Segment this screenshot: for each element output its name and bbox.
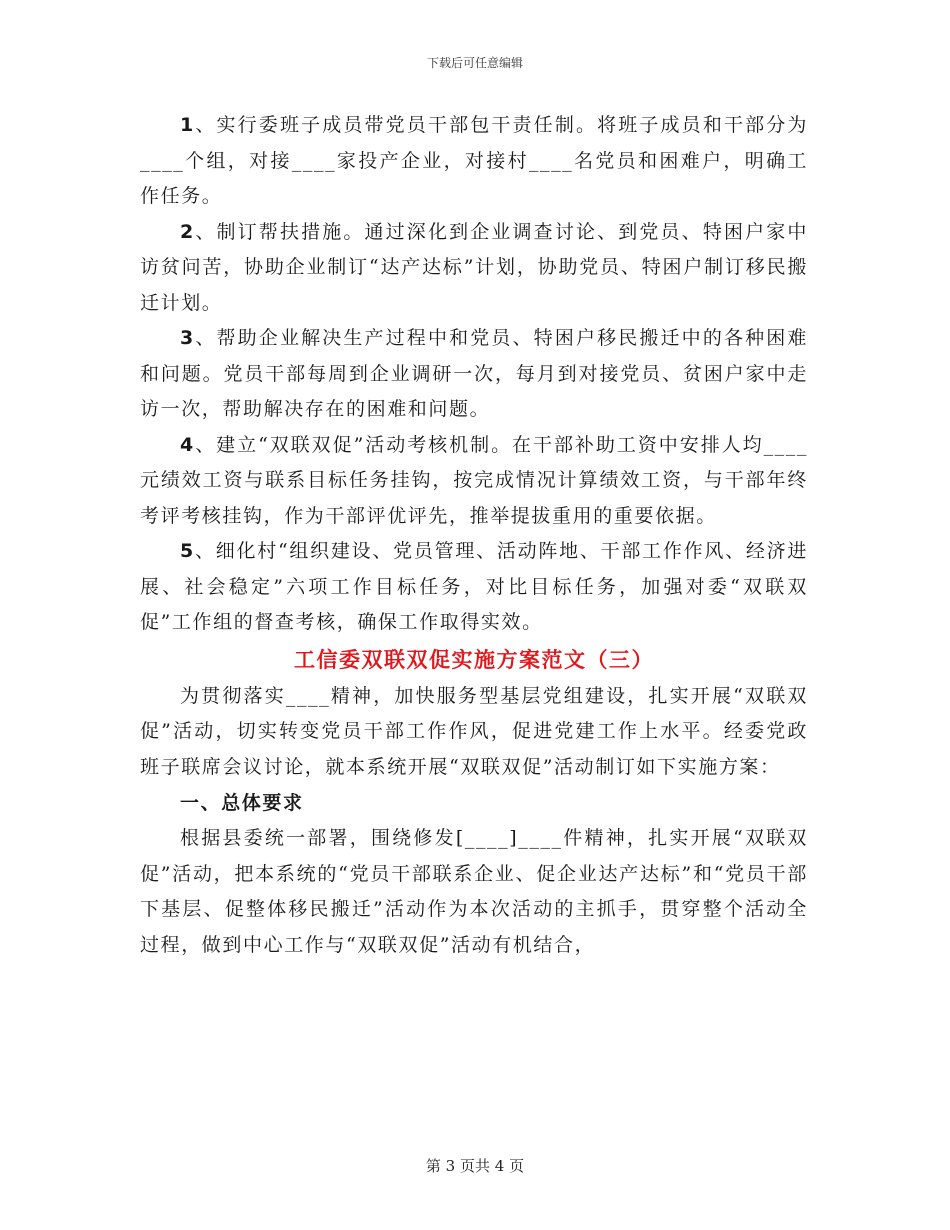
section-heading: 一、总体要求: [180, 792, 304, 814]
section-title: 工信委双联双促实施方案范文（三）: [294, 646, 654, 672]
item-text: 、制订帮扶措施。通过深化到企业调查讨论、到党员、特困户家中访贫问苦，协助企业制订“达产达标”计划，协助党员、特困户制订移民搬迁计划。: [140, 220, 808, 314]
item-text: 、细化村“组织建设、党员管理、活动阵地、干部工作作风、经济进展、社会稳定”六项工作目标任务，对比目标任务，加强对委“双联双促”工作组的督查考核，确保工作取得实效。: [140, 540, 808, 633]
list-item-3: [140, 321, 808, 428]
section-body: 根据县委统一部署，围绕修发[____]____件精神，扎实开展“双联双促”活动，把本系统的“党员干部联系企业、促企业达产达标”和“党员干部下基层、促整体移民搬迁”活动作为本次活动的主抓手，贯穿整个活动全过程，做到中心工作与“双联双促”活动有机结合，: [140, 827, 808, 956]
document-body: [140, 108, 808, 963]
item-text: 、实行委班子成员带党员干部包干责任制。将班子成员和干部分为____个组，对接____家投产企业，对接村____名党员和困难户，明确工作任务。: [140, 114, 808, 207]
section-intro: 为贯彻落实____精神，加快服务型基层党组建设，扎实开展“双联双促”活动，切实转变党员干部工作作风，促进党建工作上水平。经委党政班子联席会议讨论，就本系统开展“双联双促”活动制订如下实施方案：: [140, 684, 808, 778]
page-number: 第 3 页共 4 页: [425, 1157, 525, 1175]
list-item-1: [140, 108, 808, 215]
item-text: 、建立“双联双促”活动考核机制。在干部补助工资中安排人均____元绩效工资与联系目标任务挂钩，按完成情况计算绩效工资，与干部年终考评考核挂钩，作为干部评优评先，推举提拔重用的重要依据。: [140, 433, 808, 527]
item-number: 1: [180, 114, 195, 136]
item-number: 5: [180, 540, 195, 562]
item-number: 3: [180, 327, 195, 349]
item-number: 4: [180, 433, 195, 456]
item-text: 、帮助企业解决生产过程中和党员、特困户移民搬迁中的各种困难和问题。党员干部每周到企业调研一次，每月到对接党员、贫困户家中走访一次，帮助解决存在的困难和问题。: [140, 327, 808, 420]
page-header-note: 下载后可任意编辑: [426, 56, 523, 70]
item-number: 2: [180, 220, 195, 243]
list-item-4: [140, 428, 808, 535]
list-item-5: [140, 534, 808, 641]
list-item-2: [140, 215, 808, 322]
